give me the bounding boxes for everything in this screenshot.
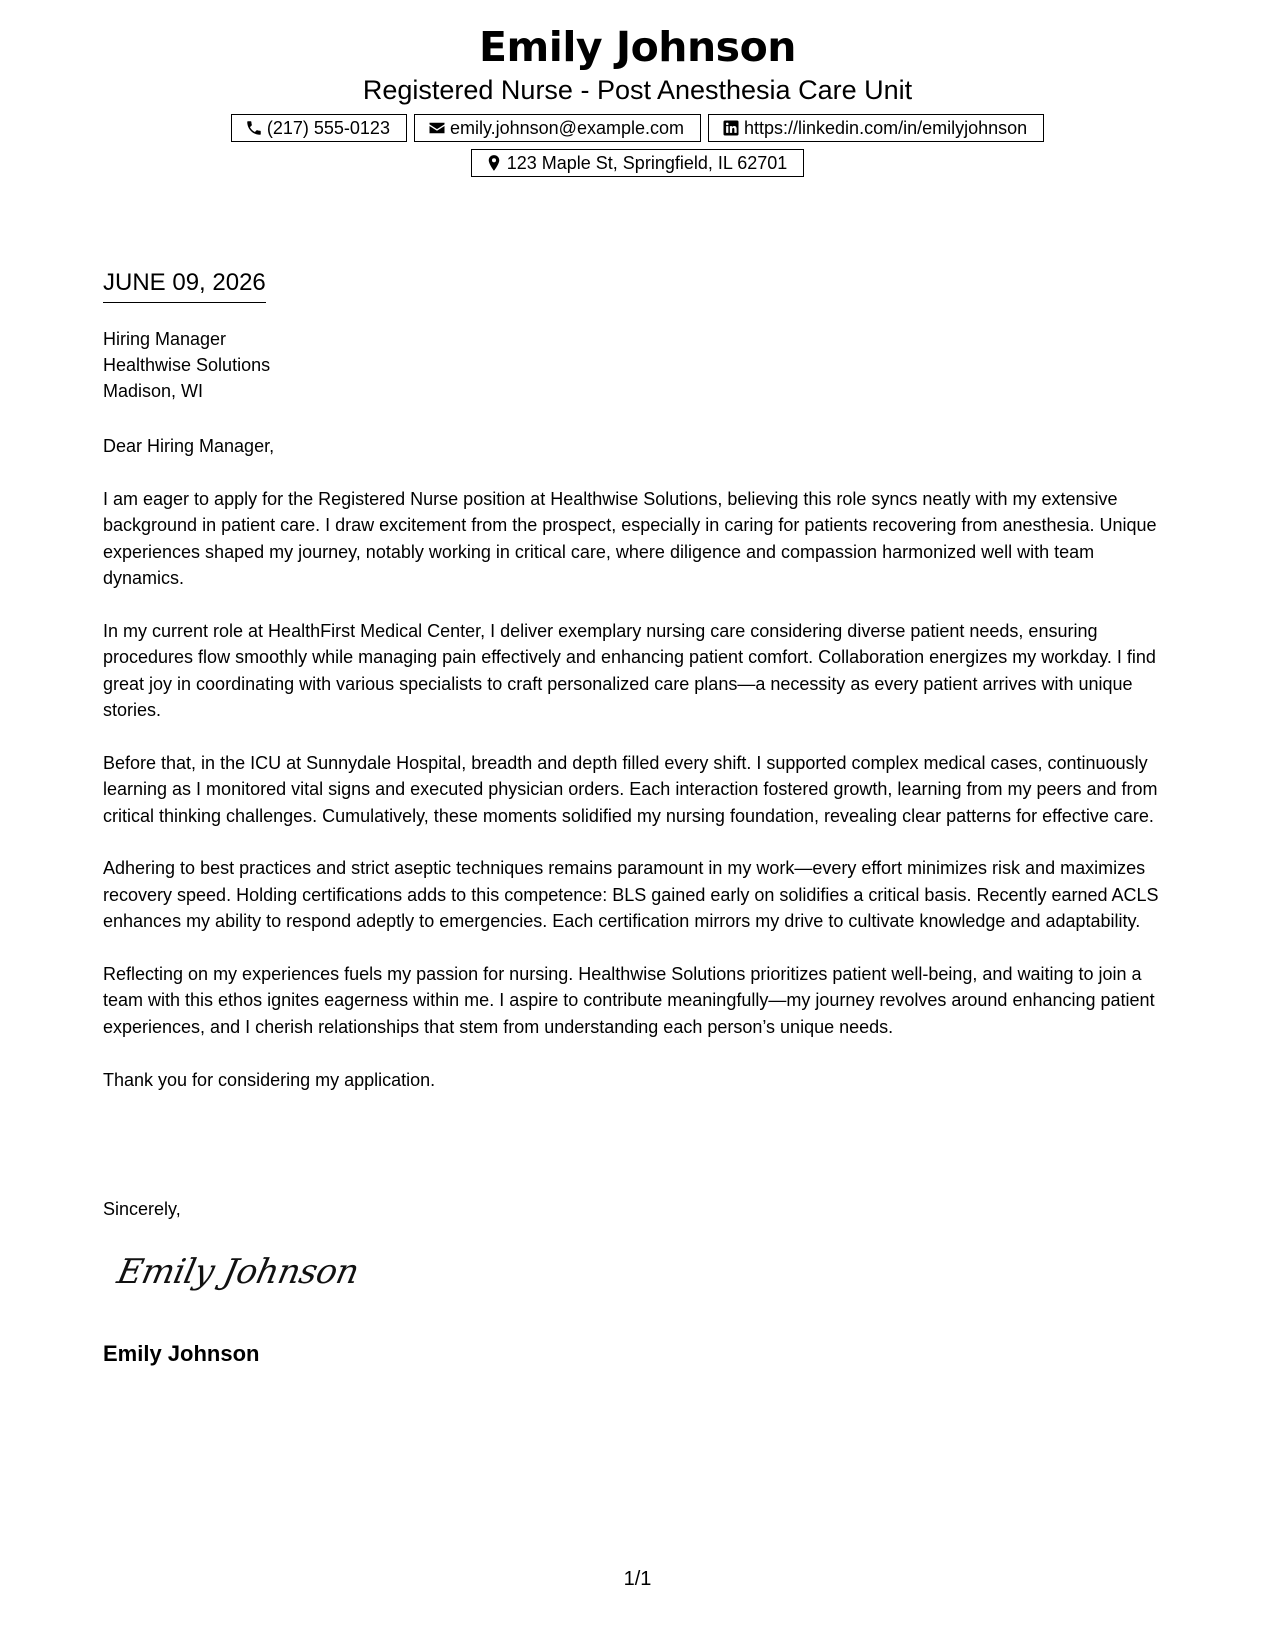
phone-icon <box>245 119 263 137</box>
page-number: 1/1 <box>623 1568 652 1590</box>
contact-email-text[interactable]: emily.johnson@example.com <box>449 118 684 138</box>
contact-phone-text: (217) 555-0123 <box>266 118 390 138</box>
linkedin-icon <box>722 119 740 137</box>
contact-row-address <box>0 149 1275 177</box>
body-paragraph: In my current role at HealthFirst Medical Center, I deliver exemplary nursing care considering diverse patient needs, ensuring procedures flow smoothly while managing pain effectively and enhancing patient comfort. Collaboration energizes my workday. I find great joy in coordinating with various specialists to craft personalized care plans—a necessity as every patient arrives with unique stories. <box>103 620 1156 721</box>
body-paragraph: Adhering to best practices and strict aseptic techniques remains paramount in my work—every effort minimizes risk and maximizes recovery speed. Holding certifications adds to this competence: BLS gained early on solidifies a critical basis. Recently earned ACLS enhances my ability to respond adeptly to emergencies. Each certification mirrors my drive to cultivate knowledge and adaptability. <box>103 858 1159 932</box>
recipient-line: Madison, WI <box>103 381 204 401</box>
envelope-icon <box>428 119 446 137</box>
recipient-block <box>103 326 270 404</box>
contact-linkedin[interactable] <box>708 114 1044 142</box>
contact-row <box>0 114 1275 142</box>
contact-address <box>471 149 805 177</box>
body-paragraph: Reflecting on my experiences fuels my passion for nursing. Healthwise Solutions prioritizes patient well-being, and waiting to join a team with this ethos ignites eagerness within me. I aspire to contribute meaningfully—my journey revolves around enhancing patient experiences, and I cherish relationships that stem from understanding each person’s unique needs. <box>103 964 1155 1037</box>
thank-you-line: Thank you for considering my application. <box>103 1069 436 1090</box>
signed-name: Emily Johnson <box>103 1341 260 1366</box>
contact-address-text: 123 Maple St, Springfield, IL 62701 <box>506 153 788 173</box>
contact-linkedin-text[interactable]: https://linkedin.com/in/emilyjohnson <box>744 118 1028 138</box>
contact-phone <box>231 114 407 142</box>
applicant-name: Emily Johnson <box>479 23 796 71</box>
recipient-line: Healthwise Solutions <box>103 355 271 375</box>
closing: Sincerely, <box>103 1199 181 1219</box>
recipient-line: Hiring Manager <box>103 329 227 349</box>
letter-body <box>103 433 1178 1119</box>
applicant-title: Registered Nurse - Post Anesthesia Care Unit <box>362 75 913 105</box>
body-paragraph: I am eager to apply for the Registered Nurse position at Healthwise Solutions, believing this role syncs neatly with my extensive background in patient care. I draw excitement from the prospect, especially in caring for patients recovering from anesthesia. Unique experiences shaped my journey, notably working in critical care, where diligence and compassion harmonized well with team dynamics. <box>103 488 1157 589</box>
body-paragraph: Before that, in the ICU at Sunnydale Hospital, breadth and depth filled every shift. I supported complex medical cases, continuously learning as I monitored vital signs and executed physician orders. Each interaction fostered growth, learning from my peers and from critical thinking challenges. Cumulatively, these moments solidified my nursing foundation, revealing clear patterns for effective care. <box>103 752 1158 826</box>
map-marker-icon <box>485 154 503 172</box>
handwritten-signature: Emily Johnson <box>113 1252 363 1292</box>
letter-header <box>0 22 1275 177</box>
letter-date: JUNE 09, 2026 <box>103 268 266 303</box>
salutation: Dear Hiring Manager, <box>103 436 275 456</box>
contact-email[interactable] <box>414 114 701 142</box>
